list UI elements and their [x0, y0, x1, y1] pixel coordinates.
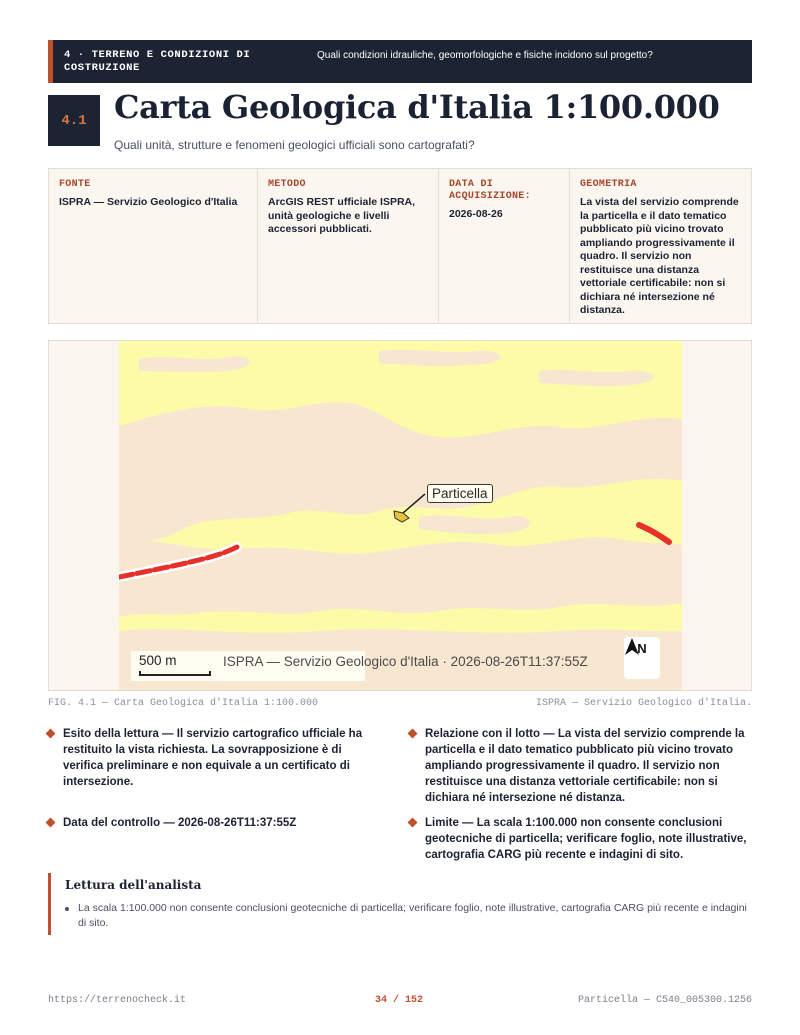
section-number-badge: 4.1: [48, 95, 100, 146]
scale-label: 500 m: [139, 653, 177, 668]
meta-metodo-value: ArcGIS REST ufficiale ISPRA, unità geologiche e livelli accessori pubblicati.: [268, 196, 416, 235]
figure-caption: FIG. 4.1 — Carta Geologica d'Italia 1:100.000: [48, 698, 319, 709]
north-label: N: [637, 641, 647, 656]
meta-metodo-label: METODO: [268, 179, 306, 190]
figure-source: ISPRA — Servizio Geologico d'Italia.: [535, 698, 752, 709]
finding-data-controllo: [63, 815, 383, 831]
geological-map[interactable]: [119, 341, 682, 690]
finding-relazione: [425, 726, 752, 806]
bullet-diamond-icon: [408, 729, 418, 739]
analyst-bullet: [65, 901, 752, 931]
meta-data-value: 2026-08-26: [449, 208, 503, 220]
finding-relazione-text: Relazione con il lotto — La vista del servizio comprende la particella e il dato tematico pubblicato più vicino trovato ampliando progressivamente il quadro. Il servizio non restituisce una distanza vettoriale certificabile: non si dichiara né intersezione né distanza.: [425, 728, 745, 804]
page-title: Carta Geologica d'Italia 1:100.000: [114, 88, 720, 126]
bullet-diamond-icon: [46, 818, 56, 828]
scale-bar: [139, 671, 211, 676]
finding-esito-text: Esito della lettura — Il servizio cartografico ufficiale ha restituito la vista richiesta. La sovrapposizione è di verifica preliminare e non equivale a un certificato di intersezione.: [63, 728, 363, 788]
section-header-bar: [48, 40, 752, 83]
map-figure: [48, 340, 752, 691]
footer-url[interactable]: https://terrenocheck.it: [48, 995, 187, 1006]
map-canvas: [119, 341, 682, 690]
analyst-note: [48, 873, 752, 935]
section-question: Quali condizioni idrauliche, geomorfologiche e fisiche incidono sul progetto?: [317, 50, 653, 61]
meta-metodo: [258, 169, 439, 323]
fault-line-east: [639, 525, 669, 542]
finding-esito: [63, 726, 383, 790]
north-arrow: [624, 637, 660, 679]
bullet-diamond-icon: [408, 818, 418, 828]
page-number: 34 / 152: [375, 995, 424, 1006]
finding-limite-text: Limite — La scala 1:100.000 non consente conclusioni geotecniche di particella; verificare foglio, note illustrative, cartografia CARG più recente e indagini di sito.: [425, 817, 747, 861]
bullet-diamond-icon: [46, 729, 56, 739]
analyst-title: Lettura dell'analista: [65, 878, 202, 892]
finding-limite: [425, 815, 752, 863]
meta-geometria-value: La vista del servizio comprende la particella e il dato tematico pubblicato più vicino trovato ampliando progressivamente il quadro. Il servizio non restituisce una distanza vettoriale certificabile: non si dichiara né intersezione né distanza.: [580, 196, 739, 316]
bullet-dot-icon: [65, 907, 69, 911]
page-subtitle: Quali unità, strutture e fenomeni geologici ufficiali sono cartografati?: [114, 138, 475, 152]
meta-fonte: [49, 169, 258, 323]
map-attribution: ISPRA — Servizio Geologico d'Italia · 2026-08-26T11:37:55Z: [223, 654, 588, 669]
finding-data-controllo-text: Data del controllo — 2026-08-26T11:37:55Z: [63, 817, 297, 829]
meta-fonte-value: ISPRA — Servizio Geologico d'Italia: [59, 196, 238, 208]
parcel-label: Particella: [427, 484, 493, 503]
meta-data-label: DATA DI ACQUISIZIONE:: [449, 179, 531, 202]
parcel-shape[interactable]: [394, 511, 409, 522]
meta-data: [439, 169, 570, 323]
section-label: 4 · TERRENO E CONDIZIONI DI COSTRUZIONE: [64, 49, 251, 74]
analyst-text: La scala 1:100.000 non consente conclusioni geotecniche di particella; verificare foglio, note illustrative, cartografia CARG più recente e indagini di sito.: [78, 902, 747, 929]
metadata-table: [48, 168, 752, 324]
meta-geometria: [570, 169, 751, 323]
footer-parcel-ref: Particella — C540_005300.1256: [577, 995, 752, 1006]
north-arrow-icon: [624, 638, 640, 656]
meta-fonte-label: FONTE: [59, 179, 91, 190]
meta-geometria-label: GEOMETRIA: [580, 179, 637, 190]
